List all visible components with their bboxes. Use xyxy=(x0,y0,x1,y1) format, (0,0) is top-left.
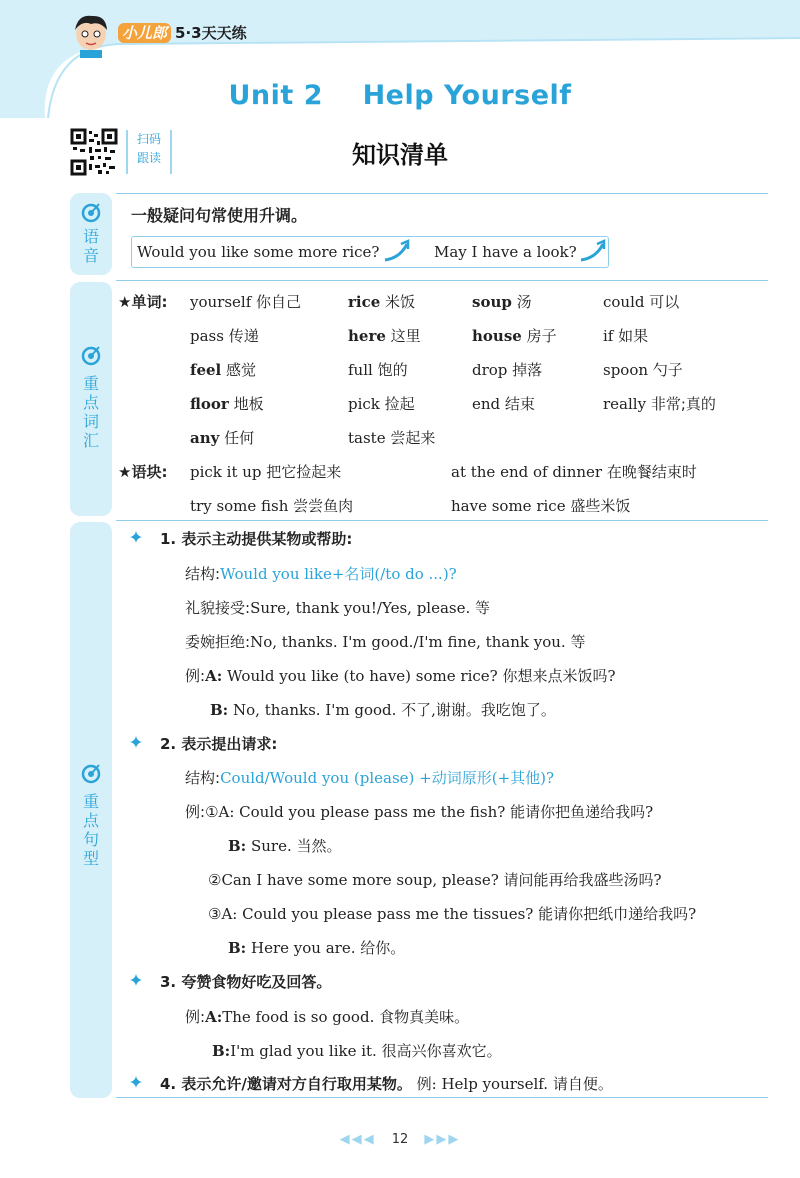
words-label: ★单词: xyxy=(118,293,168,311)
vocab-word-en: yourself xyxy=(190,293,252,311)
vocab-word xyxy=(190,427,254,448)
vocab-word xyxy=(348,291,415,312)
s3-title: 3. 夸赞食物好吃及回答。 xyxy=(160,973,332,991)
vocab-word-en: full xyxy=(348,361,373,379)
s1-example-a: 例:A: Would you like (to have) some rice? 你想来点米饭吗? xyxy=(185,667,616,685)
s4-example: 例: Help yourself. 请自便。 xyxy=(416,1075,613,1093)
vocab-word-zh: 如果 xyxy=(613,327,649,345)
vocab-word xyxy=(603,359,683,380)
s1-exB-text: No, thanks. I'm good. 不了,谢谢。我吃饱了。 xyxy=(233,701,556,719)
vocab-phrase-zh: 尝尝鱼肉 xyxy=(288,497,354,515)
vocab-phrase-zh: 在晚餐结束时 xyxy=(602,463,697,481)
s3-example-a: 例:A:The food is so good. 食物真美味。 xyxy=(185,1008,470,1026)
vocab-word-zh: 米饭 xyxy=(380,293,416,311)
vocab-phrase xyxy=(451,461,697,482)
divider xyxy=(116,1097,768,1098)
s2-ex1B-text: Sure. 当然。 xyxy=(251,837,342,855)
vocab-word-zh: 非常;真的 xyxy=(646,395,716,413)
vocab-word-zh: 房子 xyxy=(521,327,557,345)
vocab-word xyxy=(603,325,648,346)
vocab-word-en: really xyxy=(603,395,647,413)
unit-title: Unit 2 Help Yourself xyxy=(228,80,572,111)
vocab-word-en: soup xyxy=(472,293,512,311)
s2-struct-label: 结构: xyxy=(185,769,221,787)
vocab-word-zh: 尝起来 xyxy=(385,429,436,447)
s3-example-b: B:I'm glad you like it. 很高兴你喜欢它。 xyxy=(212,1042,502,1060)
s1-accept xyxy=(185,597,490,618)
s2-example-1a xyxy=(185,801,653,822)
vocab-word-en: any xyxy=(190,429,220,447)
vocab-word xyxy=(472,291,532,312)
mascot-icon xyxy=(70,12,112,58)
s1-example-b: B: No, thanks. I'm good. 不了,谢谢。我吃饱了。 xyxy=(210,701,556,719)
s2-example-2: ②Can I have some more soup, please? 请问能再给我盛些汤吗? xyxy=(208,871,662,889)
vocab-word-en: floor xyxy=(190,395,229,413)
s2-example-1b: B: Sure. 当然。 xyxy=(228,837,342,855)
vocab-phrase xyxy=(190,495,353,516)
scan-line1: 扫码 xyxy=(136,132,161,146)
s3-exB-text: I'm glad you like it. 很高兴你喜欢它。 xyxy=(230,1042,502,1060)
vocab-word xyxy=(603,291,679,312)
vocab-word-zh: 可以 xyxy=(644,293,680,311)
s2-title: 2. 表示提出请求: xyxy=(160,735,278,753)
vocab-word-en: pass xyxy=(190,327,224,345)
prev-arrows-icon: ◀◀◀ xyxy=(339,1132,376,1147)
target-icon xyxy=(80,201,102,223)
vocab-word-en: if xyxy=(603,327,614,345)
s2-struct-text: Could/Would you (please) +动词原形(+其他)? xyxy=(220,769,555,787)
pronunciation-rule: 一般疑问句常使用升调。 xyxy=(131,206,308,225)
vocab-word xyxy=(190,393,264,414)
star-bullet-icon xyxy=(130,1076,142,1088)
page-number: 12 xyxy=(391,1132,409,1147)
vocab-word xyxy=(603,393,716,414)
s2-ex-label: 例: xyxy=(185,803,206,821)
s2-ex3B-text: Here you are. 给你。 xyxy=(251,939,406,957)
star-bullet-icon xyxy=(130,974,142,986)
vocab-word xyxy=(472,325,557,346)
target-icon xyxy=(80,344,102,366)
section-title: 知识清单 xyxy=(352,141,448,169)
vocab-word xyxy=(472,393,535,414)
s1-structure xyxy=(185,563,457,584)
vocab-phrase xyxy=(190,461,341,482)
brand-series: 5·3天天练 xyxy=(175,24,247,42)
vocab-word xyxy=(348,393,415,414)
s3-exA-text: The food is so good. 食物真美味。 xyxy=(222,1008,470,1026)
s2-example-3a: ③A: Could you please pass me the tissues? 能请你把纸巾递给我吗? xyxy=(208,905,697,923)
vocab-phrase-zh: 盛些米饭 xyxy=(565,497,631,515)
s1-decline xyxy=(185,631,585,652)
vocab-word-zh: 捡起 xyxy=(379,395,415,413)
vocab-word-en: here xyxy=(348,327,386,345)
star-bullet-icon xyxy=(130,736,142,748)
vocab-word-zh: 结束 xyxy=(500,395,535,413)
tab-pronunciation xyxy=(70,193,112,275)
vocab-word-en: taste xyxy=(348,429,386,447)
star-bullet-icon xyxy=(130,531,142,543)
vocab-word xyxy=(348,359,408,380)
vocab-word-en: rice xyxy=(348,293,381,311)
s1-decline-label: 委婉拒绝: xyxy=(185,633,251,651)
tab-vocab-label: 重 点 词 汇 xyxy=(82,374,99,450)
s1-ex-label: 例: xyxy=(185,667,206,685)
rising-arrow-icon xyxy=(578,238,608,264)
divider xyxy=(116,193,768,194)
vocab-word-zh: 勺子 xyxy=(648,361,683,379)
vocab-word-zh: 汤 xyxy=(511,293,532,311)
pronunciation-example-1: Would you like some more rice? xyxy=(137,243,380,261)
s1-decline-text: No, thanks. I'm good./I'm fine, thank you. 等 xyxy=(250,633,586,651)
vocab-word xyxy=(348,427,435,448)
scan-line2: 跟读 xyxy=(136,151,161,165)
target-icon xyxy=(80,762,102,784)
vocab-word-zh: 地板 xyxy=(228,395,264,413)
s1-accept-label: 礼貌接受: xyxy=(185,599,251,617)
vocab-word-zh: 感觉 xyxy=(221,361,257,379)
tab-vocab xyxy=(70,282,112,516)
vocab-word-en: could xyxy=(603,293,645,311)
rising-arrow-icon xyxy=(382,238,412,264)
vocab-word-zh: 任何 xyxy=(219,429,255,447)
vocab-word-en: end xyxy=(472,395,501,413)
vocab-phrase-en: have some rice xyxy=(451,497,566,515)
s1-title: 1. 表示主动提供某物或帮助: xyxy=(160,530,353,548)
phrases-label: ★语块: xyxy=(118,463,168,481)
vocab-word xyxy=(472,359,542,380)
vocab-word-en: spoon xyxy=(603,361,649,379)
vocab-word-zh: 传递 xyxy=(223,327,259,345)
vocab-word-en: house xyxy=(472,327,522,345)
s2-ex1A-text: ①A: Could you please pass me the fish? 能请你把鱼递给我吗? xyxy=(205,803,654,821)
s4-line xyxy=(160,1073,613,1094)
vocab-word xyxy=(190,325,259,346)
divider xyxy=(116,280,768,281)
s1-exA-text: Would you like (to have) some rice? 你想来点米饭吗? xyxy=(227,667,616,685)
s2-structure xyxy=(185,767,554,788)
tab-sentences xyxy=(70,522,112,1098)
pronunciation-example-2: May I have a look? xyxy=(434,243,577,261)
tab-pronunciation-label: 语 音 xyxy=(82,227,99,265)
vocab-word xyxy=(190,291,301,312)
brand-logo xyxy=(118,22,247,43)
vocab-phrase-en: at the end of dinner xyxy=(451,463,603,481)
divider xyxy=(116,520,768,521)
vocab-phrase-zh: 把它捡起来 xyxy=(261,463,342,481)
next-arrows-icon: ▶▶▶ xyxy=(424,1132,461,1147)
vocab-word-zh: 掉落 xyxy=(507,361,543,379)
vocab-word-zh: 这里 xyxy=(385,327,421,345)
s1-accept-text: Sure, thank you!/Yes, please. 等 xyxy=(250,599,491,617)
s1-struct-text: Would you like+名词(/to do ...)? xyxy=(220,565,457,583)
vocab-phrase-en: try some fish xyxy=(190,497,289,515)
tab-sentences-label: 重 点 句 型 xyxy=(82,792,99,868)
vocab-word-en: drop xyxy=(472,361,508,379)
vocab-phrase-en: pick it up xyxy=(190,463,262,481)
s3-ex-label: 例: xyxy=(185,1008,206,1026)
s1-struct-label: 结构: xyxy=(185,565,221,583)
vocab-word-en: feel xyxy=(190,361,222,379)
vocab-word xyxy=(190,359,256,380)
vocab-word-zh: 你自己 xyxy=(251,293,302,311)
vocab-phrase xyxy=(451,495,630,516)
vocab-word-zh: 饱的 xyxy=(372,361,408,379)
brand-logo-text: 小儿郎 xyxy=(118,23,171,43)
s2-example-3b: B: Here you are. 给你。 xyxy=(228,939,406,957)
s4-title: 4. 表示允许/邀请对方自行取用某物。 xyxy=(160,1075,412,1093)
page-footer xyxy=(0,1132,800,1147)
vocab-word-en: pick xyxy=(348,395,380,413)
vocab-word xyxy=(348,325,421,346)
